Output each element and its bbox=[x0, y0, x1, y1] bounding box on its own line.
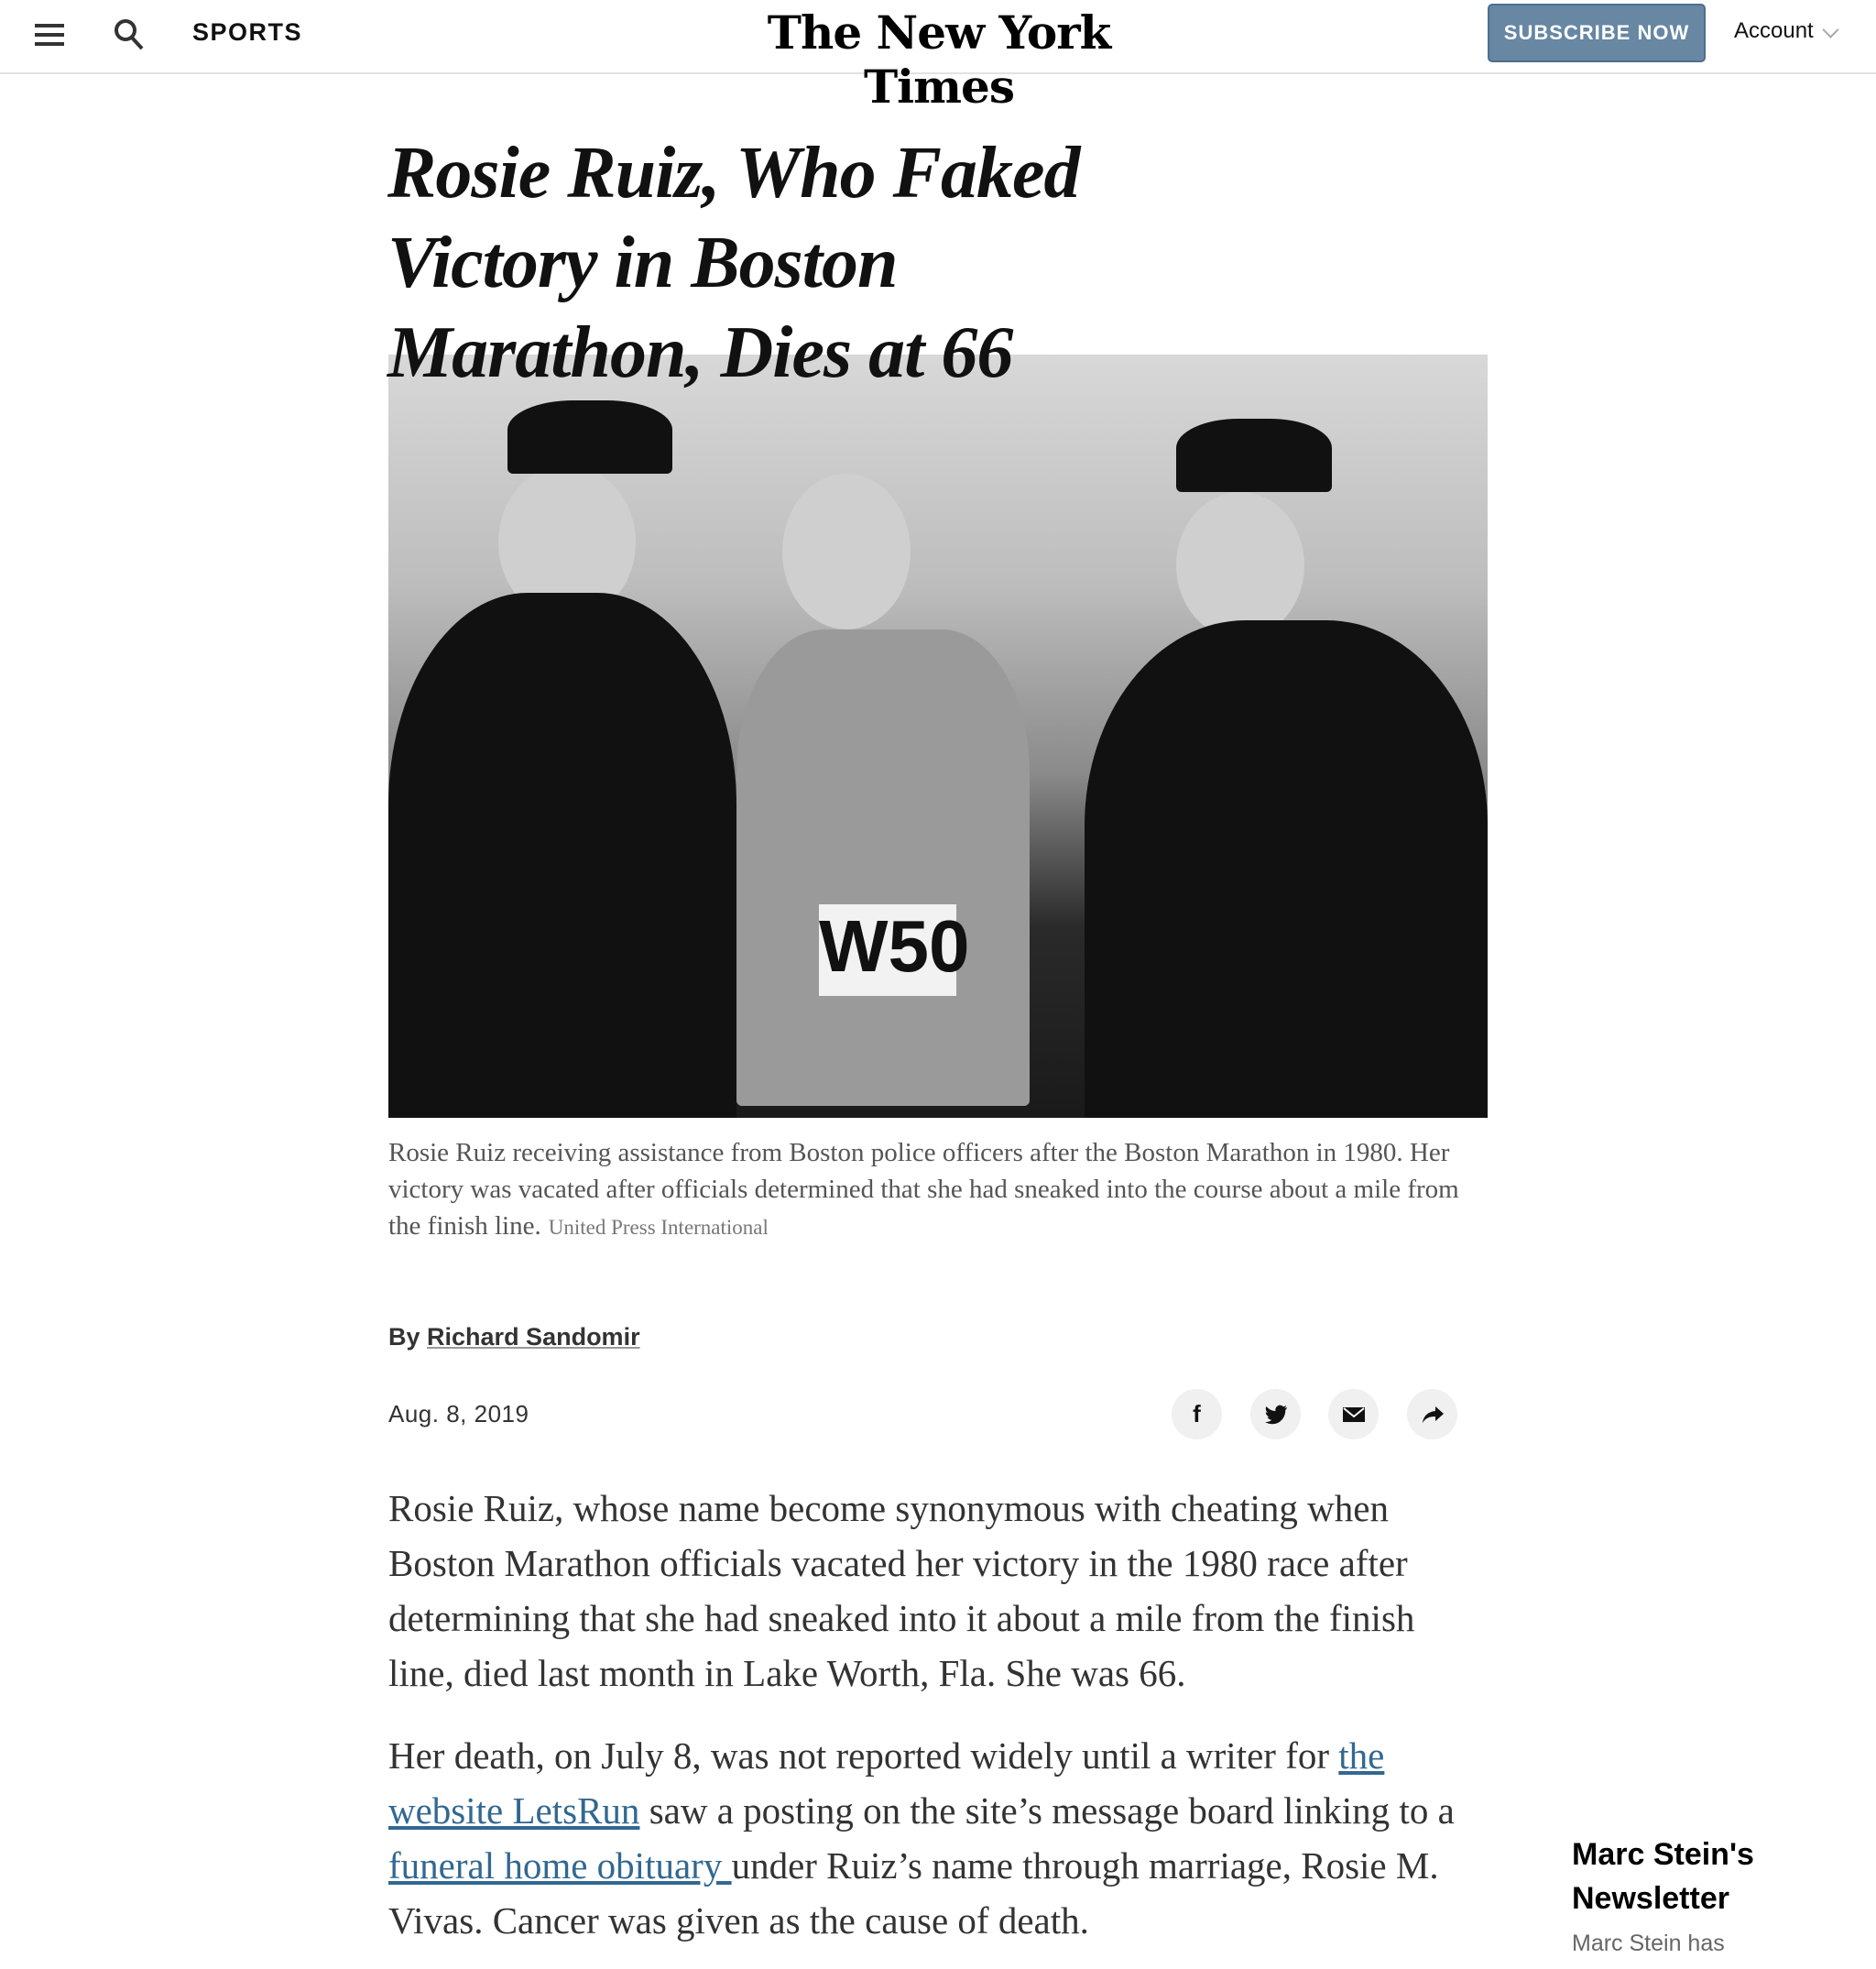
text: under Ruiz’s name through marriage, Rosie M. Vivas. Cancer was given as the cause of death. bbox=[388, 1844, 1439, 1942]
top-nav bbox=[0, 0, 1876, 114]
race-bib: W50 bbox=[819, 904, 956, 996]
photo-caption bbox=[388, 1134, 1488, 1246]
newsletter-description: Marc Stein has bbox=[1572, 1931, 1725, 1956]
newsletter-title[interactable]: Marc Stein's Newsletter bbox=[1572, 1837, 1754, 1916]
account-menu[interactable]: Account bbox=[1734, 18, 1814, 43]
twitter-share-button[interactable] bbox=[1250, 1389, 1301, 1439]
article-photo bbox=[388, 355, 1488, 1118]
text: saw a posting on the site’s message board linking to a bbox=[639, 1789, 1455, 1832]
share-arrow-icon bbox=[1421, 1405, 1445, 1425]
section-link[interactable]: SPORTS bbox=[192, 18, 303, 46]
text: Her death, on July 8, was not reported widely until a writer for bbox=[388, 1734, 1339, 1777]
obituary-link[interactable]: funeral home obituary bbox=[388, 1844, 732, 1887]
headline: Rosie Ruiz, Who Faked Victory in Boston Marathon, Dies at 66 bbox=[387, 133, 1080, 393]
photo-credit: United Press International bbox=[548, 1216, 769, 1239]
facebook-share-button[interactable] bbox=[1172, 1389, 1222, 1439]
more-share-button[interactable] bbox=[1407, 1389, 1457, 1439]
nyt-logo[interactable]: The New York Times bbox=[767, 5, 1111, 114]
chevron-down-icon[interactable] bbox=[1822, 21, 1838, 38]
facebook-icon: f bbox=[1193, 1400, 1201, 1428]
publish-date: Aug. 8, 2019 bbox=[388, 1400, 529, 1428]
byline bbox=[388, 1323, 640, 1351]
caption-text: Rosie Ruiz receiving assistance from Boston police officers after the Boston Marathon in 1980. Her victory was vacated after officials determined that she had sneaked into the course about a mile from the finish line. bbox=[388, 1138, 1459, 1241]
twitter-icon bbox=[1264, 1405, 1288, 1425]
email-share-button[interactable] bbox=[1328, 1389, 1379, 1439]
search-icon[interactable] bbox=[114, 18, 145, 51]
email-icon bbox=[1342, 1406, 1366, 1423]
subscribe-button[interactable]: SUBSCRIBE NOW bbox=[1488, 4, 1706, 62]
letsrun-link[interactable]: the website LetsRun bbox=[388, 1734, 1385, 1832]
menu-icon[interactable] bbox=[35, 24, 64, 46]
byline-prefix: By bbox=[388, 1323, 420, 1351]
article-paragraph: Rosie Ruiz, whose name become synonymous with cheating when Boston Marathon officials vacated her victory in the 1980 race after determining that she had sneaked into it about a mile from the finish line, died last month in Lake Worth, Fla. She was 66. bbox=[388, 1487, 1415, 1694]
article-paragraph bbox=[388, 1728, 1488, 1948]
author-link[interactable]: Richard Sandomir bbox=[427, 1323, 640, 1351]
